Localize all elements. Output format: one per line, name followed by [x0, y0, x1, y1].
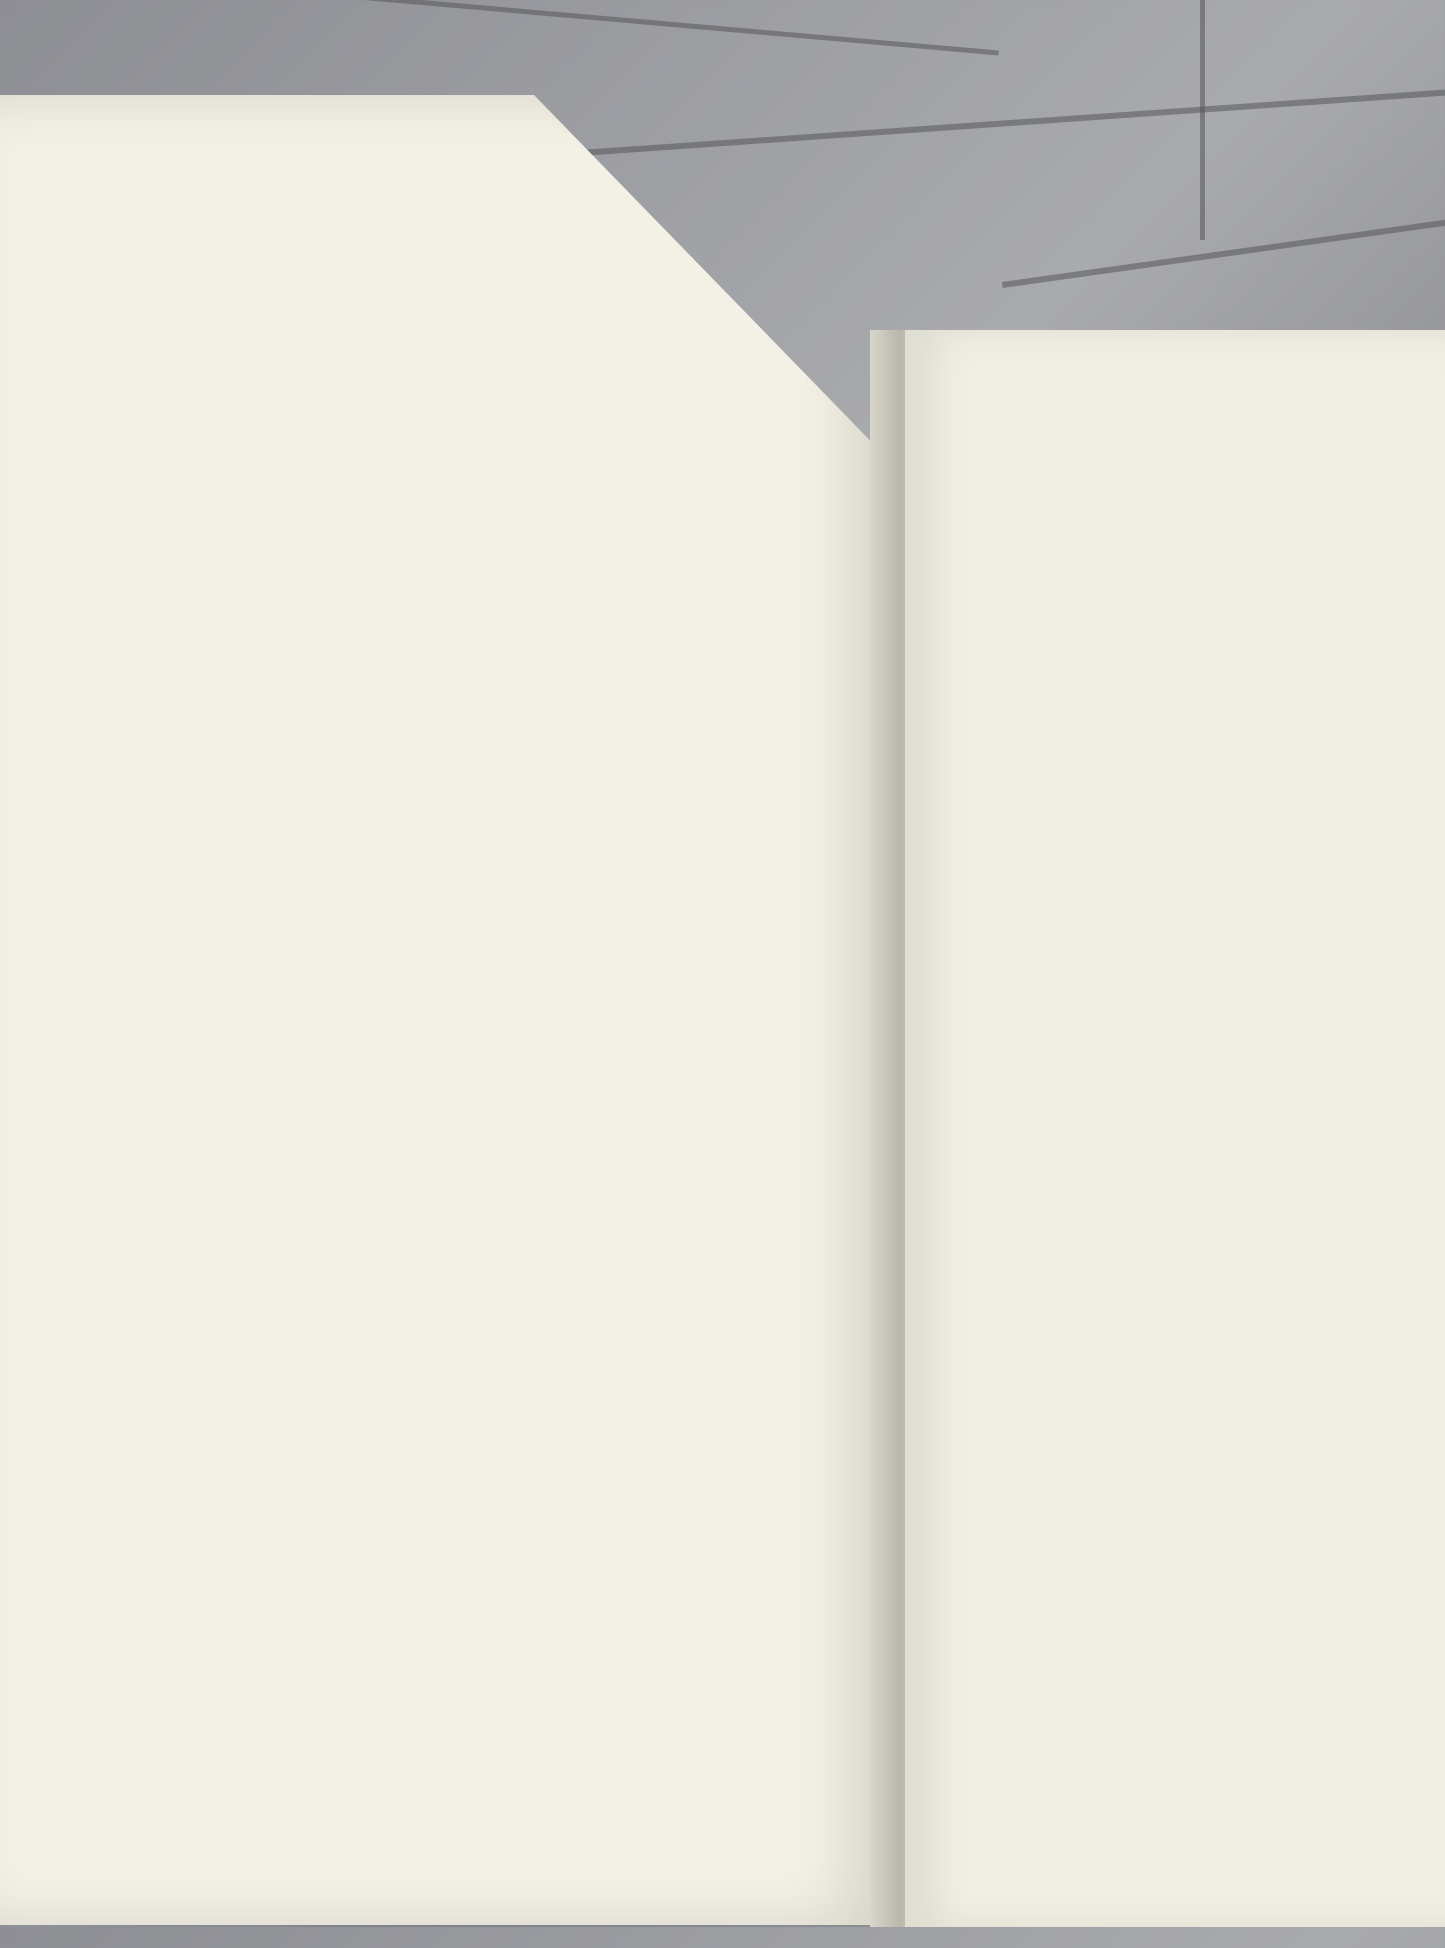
introduction-text [935, 438, 1445, 1891]
part-six-block [6, 0, 896, 22]
contents-top-block [6, 0, 896, 22]
part-four-block [6, 0, 896, 22]
part-five-block [6, 0, 896, 22]
